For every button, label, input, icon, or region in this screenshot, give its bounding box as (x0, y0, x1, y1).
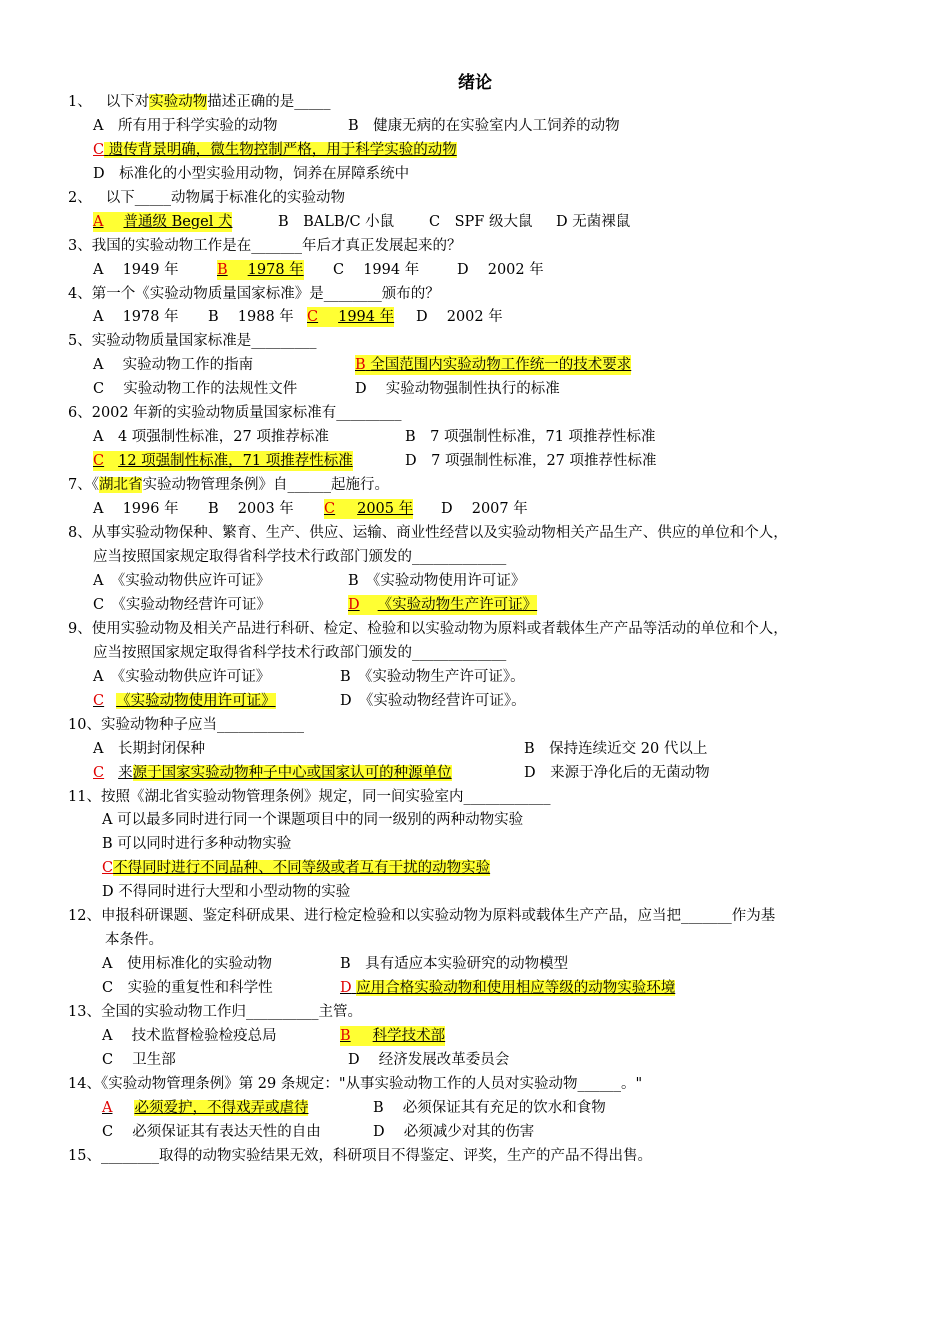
question-1: 1、 以下对实验动物描述正确的是_____ (68, 94, 331, 110)
question-4: 4、第一个《实验动物质量国家标准》是________颁布的？ (68, 286, 440, 302)
option-b: B 健康无病的在实验室内人工饲养的动物 (348, 118, 620, 134)
question-10: 10、实验动物种子应当____________ (68, 717, 304, 733)
question-9: 9、使用实验动物及相关产品进行科研、检定、检验和以实验动物为原料或者载体生产产品等活动的单位和个人， (68, 621, 788, 637)
question-11: 11、按照《湖北省实验动物管理条例》规定，同一间实验室内____________ (68, 789, 551, 805)
question-8: 8、从事实验动物保种、繁育、生产、供应、运输、商业性经营以及实验动物相关产品生产、供应的单位和个人， (68, 525, 788, 541)
answer-text: 遗传背景明确，微生物控制严格，用于科学实验的动物 (108, 142, 457, 158)
question-12: 12、申报科研课题、鉴定科研成果、进行检定检验和以实验动物为原料或载体生产产品，应当把_______作为基 (68, 908, 776, 924)
question-2: 2、 以下_____动物属于标准化的实验动物 (68, 190, 345, 206)
question-7: 7、《湖北省实验动物管理条例》自______起施行。 (68, 477, 389, 493)
question-6: 6、2002 年新的实验动物质量国家标准有_________ (68, 405, 402, 421)
question-14: 14、《实验动物管理条例》第 29 条规定："从事实验动物工作的人员对实验动物______。" (68, 1076, 643, 1092)
q11-option-c: C不得同时进行不同品种、不同等级或者互有干扰的动物实验 (102, 860, 491, 876)
q1-option-d: D 标准化的小型实验用动物，饲养在屏障系统中 (93, 166, 410, 182)
question-15: 15、________取得的动物实验结果无效，科研项目不得鉴定、评奖，生产的产品不得出售。 (68, 1148, 652, 1164)
page-title: 绪论 (458, 73, 492, 93)
q1-option-c (93, 140, 457, 160)
question-3: 3、我国的实验动物工作是在_______年后才真正发展起来的？ (68, 238, 462, 254)
question-5: 5、实验动物质量国家标准是_________ (68, 333, 317, 349)
option-a: A 所有用于科学实验的动物 (93, 118, 278, 134)
highlight: 实验动物 (149, 94, 208, 110)
question-number: 1、 (68, 94, 92, 110)
answer-letter: A (93, 214, 104, 230)
question-13: 13、全国的实验动物工作归__________主管。 (68, 1004, 362, 1020)
answer-letter: C (93, 142, 105, 158)
answer-text: 普通级 Begel 犬 (123, 214, 233, 230)
